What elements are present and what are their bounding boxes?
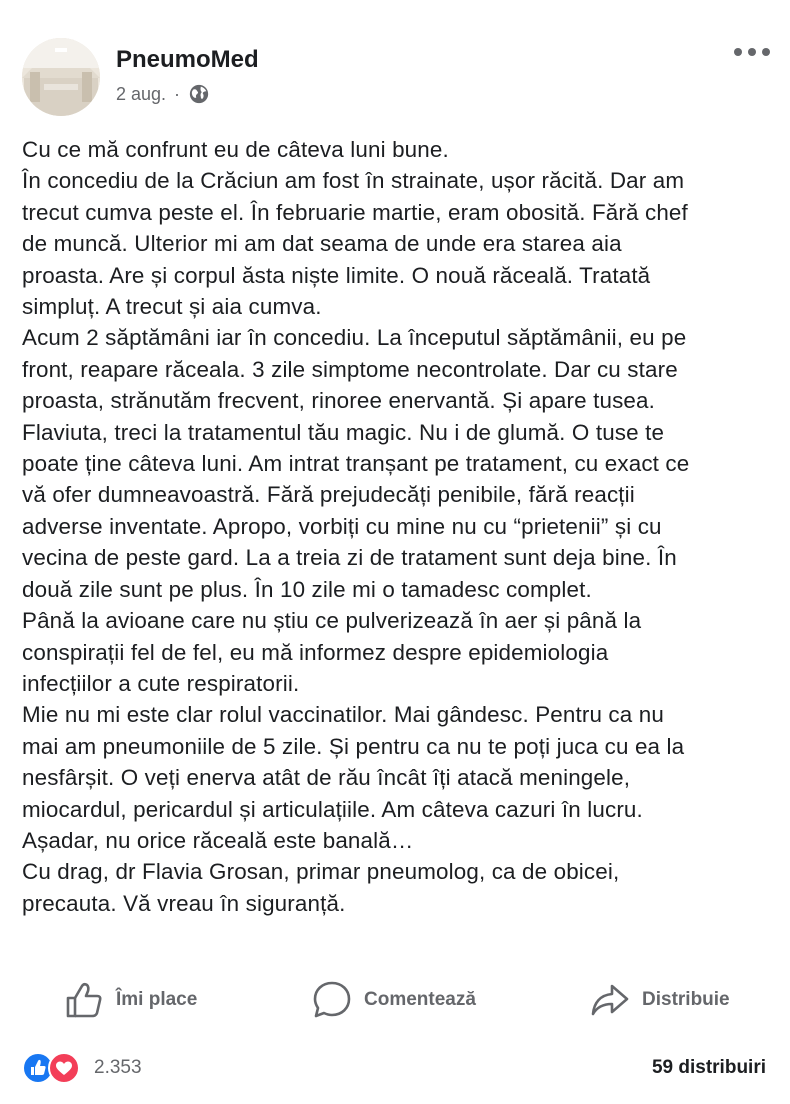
more-horizontal-icon[interactable] xyxy=(732,42,772,62)
post-line: adverse inventate. Apropo, vorbiți cu mine nu cu “prietenii” și cu xyxy=(22,513,662,539)
post-line: vecina de peste gard. La a treia zi de tratament sunt deja bine. În xyxy=(22,545,677,571)
avatar-photo xyxy=(22,38,100,116)
post-line: mai am pneumoniile de 5 zile. Și pentru ca nu te poți juca cu ea la xyxy=(22,733,685,759)
post-line: Flaviuta, treci la tratamentul tău magic. Nu i de glumă. O tuse te xyxy=(22,419,665,445)
post-action-bar xyxy=(0,970,790,1030)
post-line: trecut cumva peste el. În februarie martie, eram obosită. Fără chef xyxy=(22,199,688,225)
post-line: front, reapare răceala. 3 zile simptome necontrolate. Dar cu stare xyxy=(22,356,678,382)
post-line: precauta. Vă vreau în siguranță. xyxy=(22,890,346,916)
post-line: de muncă. Ulterior mi am dat seama de unde era starea aia xyxy=(22,231,622,257)
avatar[interactable] xyxy=(22,38,100,116)
post-line: proasta, strănutăm frecvent, rinoree enervantă. Și apare tusea. xyxy=(22,388,655,414)
comment-bubble-icon xyxy=(312,980,352,1020)
comment-label: Comentează xyxy=(364,989,476,1010)
post-line: În concediu de la Crăciun am fost în strainate, ușor răcită. Dar am xyxy=(22,168,685,194)
post-line: vă ofer dumneavoastră. Fără prejudecăți penibile, fără reacții xyxy=(22,482,635,508)
post-line: Mie nu mi este clar rolul vaccinatilor. Mai gândesc. Pentru ca nu xyxy=(22,702,664,728)
post-line: conspirații fel de fel, eu mă informez despre epidemiologia xyxy=(22,639,609,665)
post-header xyxy=(22,38,782,118)
reaction-count[interactable]: 2.353 xyxy=(94,1057,142,1078)
love-reaction-icon xyxy=(48,1052,80,1084)
like-button[interactable] xyxy=(64,970,197,1030)
share-label: Distribuie xyxy=(642,989,730,1010)
post-line: Cu ce mă confrunt eu de câteva luni bune. xyxy=(22,137,449,162)
thumbs-up-icon xyxy=(64,980,104,1020)
post-meta xyxy=(116,82,210,106)
like-label: Îmi place xyxy=(116,989,198,1010)
author-name[interactable]: PneumoMed xyxy=(116,46,259,73)
post-stats xyxy=(22,1050,772,1086)
reactions-summary[interactable] xyxy=(22,1052,84,1084)
share-button[interactable] xyxy=(590,970,730,1030)
post-line: Așadar, nu orice răceală este banală… xyxy=(22,827,414,853)
post-line: proasta. Are și corpul ăsta niște limite. O nouă răceală. Tratată xyxy=(22,262,651,288)
post-line: poate ține câteva luni. Am intrat tranșant pe tratament, cu exact ce xyxy=(22,451,690,477)
globe-icon xyxy=(188,83,210,105)
post-line: două zile sunt pe plus. În 10 zile mi o tamadesc complet. xyxy=(22,576,592,602)
comment-button[interactable] xyxy=(312,970,476,1030)
post-line: Acum 2 săptămâni iar în concediu. La începutul săptămânii, eu pe xyxy=(22,325,687,351)
post-line: Până la avioane care nu știu ce pulverizează în aer și până la xyxy=(22,608,642,634)
post-text xyxy=(22,134,772,919)
shares-count[interactable]: 59 distribuiri xyxy=(651,1057,766,1078)
post-line: simpluț. A trecut și aia cumva. xyxy=(22,294,322,320)
post-line: miocardul, pericardul și articulațiile. Am câteva cazuri în lucru. xyxy=(22,796,643,822)
post-line: nesfârșit. O veți enerva atât de rău încât îți atacă meningele, xyxy=(22,765,631,791)
post-line: Cu drag, dr Flavia Grosan, primar pneumolog, ca de obicei, xyxy=(22,859,620,885)
post-line: infecțiilor a cute respiratorii. xyxy=(22,670,300,696)
post-date[interactable]: 2 aug. xyxy=(116,83,167,104)
share-arrow-icon xyxy=(590,980,630,1020)
meta-separator: · xyxy=(174,83,181,104)
